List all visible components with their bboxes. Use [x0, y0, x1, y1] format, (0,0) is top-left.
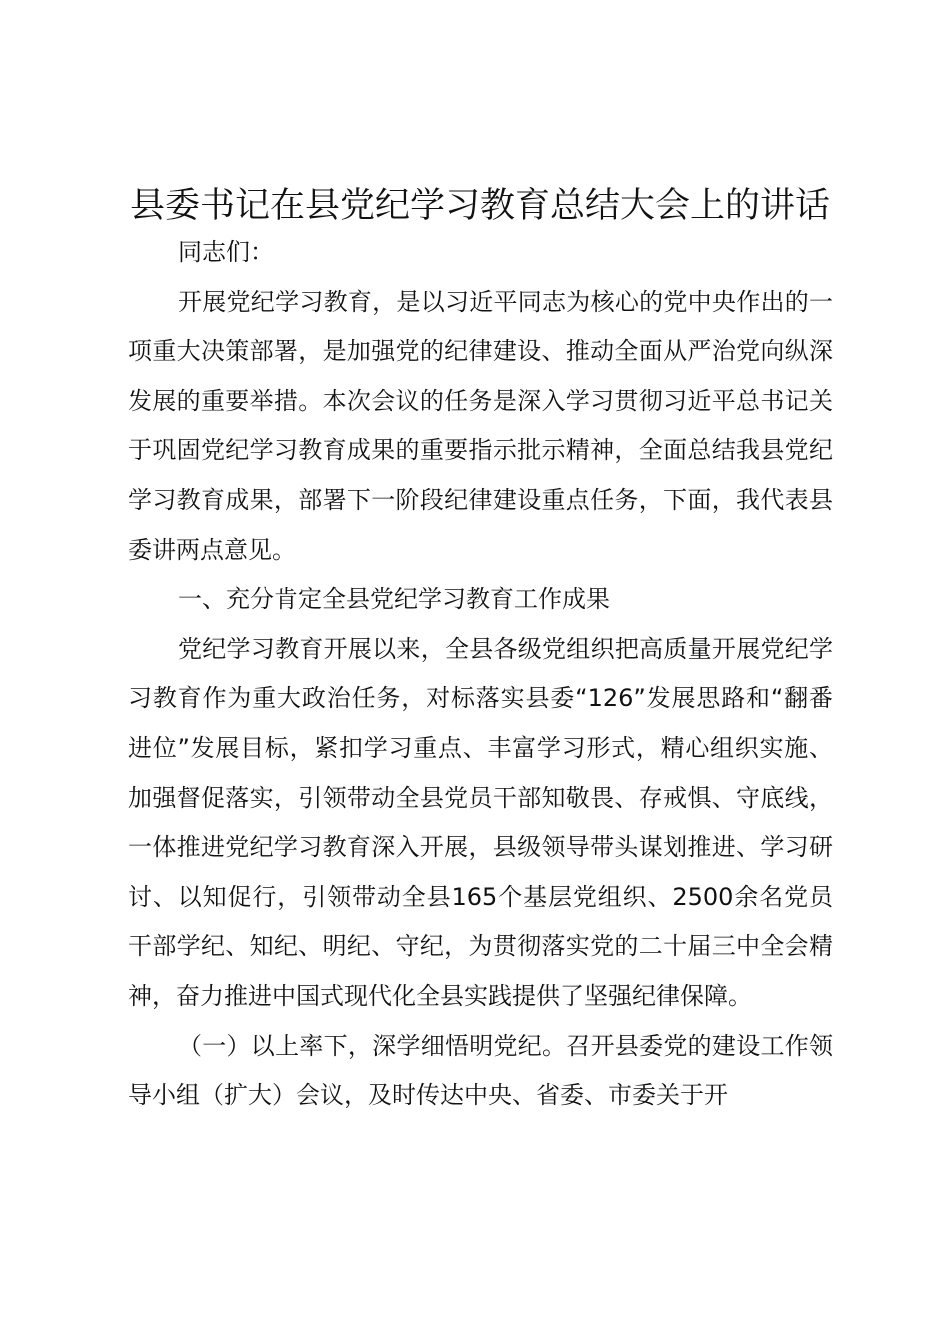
paragraph-subsection-1: （一）以上率下，深学细悟明党纪。召开县委党的建设工作领导小组（扩大）会议，及时传达中央、省委、市委关于开 [128, 1031, 833, 1110]
paragraph-intro: 开展党纪学习教育，是以习近平同志为核心的党中央作出的一项重大决策部署，是加强党的纪律建设、推动全面从严治党向纵深发展的重要举措。本次会议的任务是深入学习贯彻习近平总书记关于巩固党纪学习教育成果的重要指示批示精神，全面总结我县党纪学习教育成果，部署下一阶段纪律建设重点任务，下面，我代表县委讲两点意见。 [128, 287, 833, 564]
salutation: 同志们： [178, 238, 274, 266]
paragraph-achievements: 党纪学习教育开展以来，全县各级党组织把高质量开展党纪学习教育作为重大政治任务，对标落实县委“126”发展思路和“翻番进位”发展目标，紧扣学习重点、丰富学习形式，精心组织实施、加强督促落实，引领带动全县党员干部知敬畏、存戒惧、守底线，一体推进党纪学习教育深入开展，县级领导带头谋划推进、学习研讨、以知促行，引领带动全县165个基层党组织、2500余名党员干部学纪、知纪、明纪、守纪，为贯彻落实党的二十届三中全会精神，奋力推进中国式现代化全县实践提供了坚强纪律保障。 [128, 634, 833, 1010]
document-title: 县委书记在县党纪学习教育总结大会上的讲话 [129, 186, 830, 226]
document-body [128, 228, 833, 1121]
section-heading-1: 一、充分肯定全县党纪学习教育工作成果 [178, 585, 610, 614]
